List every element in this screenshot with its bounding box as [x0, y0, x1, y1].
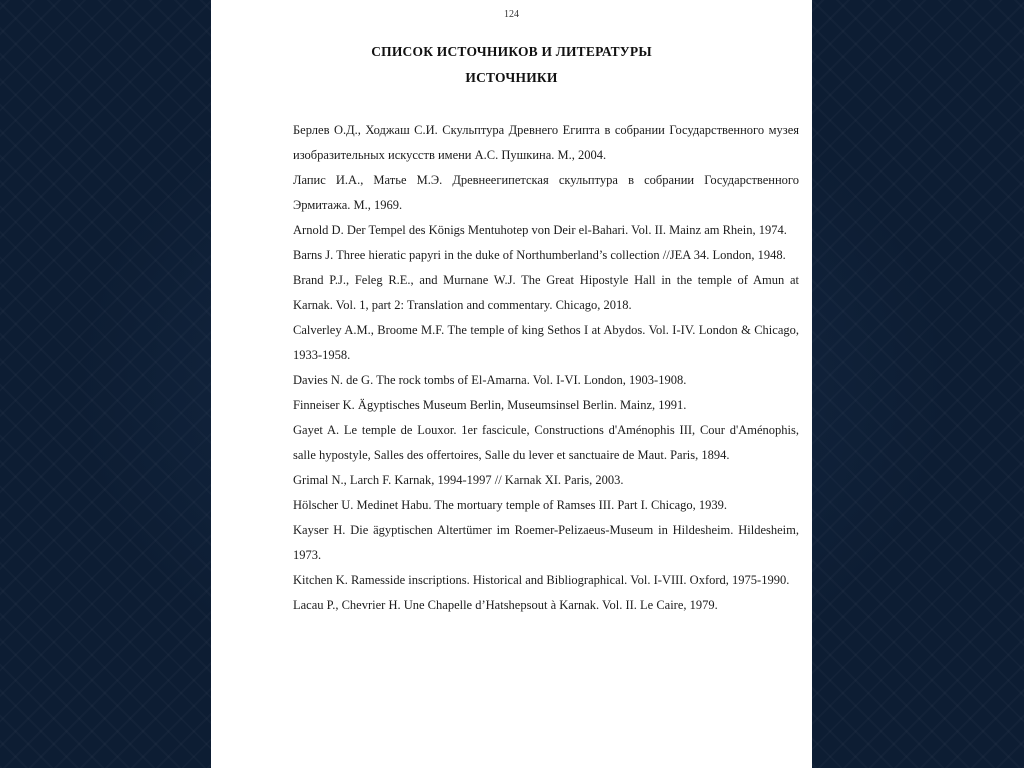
bibliography-list	[293, 118, 799, 618]
document-page	[211, 0, 812, 768]
bibliography-entry: Davies N. de G. The rock tombs of El-Amarna. Vol. I-VI. London, 1903-1908.	[293, 373, 687, 387]
bibliography-entry: Arnold D. Der Tempel des Königs Mentuhotep von Deir el-Bahari. Vol. II. Mainz am Rhein, 1974.	[293, 223, 787, 237]
bibliography-entry: Grimal N., Larch F. Karnak, 1994-1997 // Karnak XI. Paris, 2003.	[293, 473, 624, 487]
bibliography-entry: Kitchen K. Ramesside inscriptions. Historical and Bibliographical. Vol. I-VIII. Oxford, 1975-1990.	[293, 573, 790, 587]
bibliography-entry: Barns J. Three hieratic papyri in the duke of Northumberland’s collection //JEA 34. London, 1948.	[293, 248, 786, 262]
bibliography-entry: Finneiser K. Ägyptisches Museum Berlin, Museumsinsel Berlin. Mainz, 1991.	[293, 398, 687, 412]
bibliography-entry: Kayser H. Die ägyptischen Altertümer im Roemer-Pelizaeus-Museum in Hildesheim. Hildesheim, 1973.	[293, 523, 799, 562]
bibliography-entry: Calverley A.M., Broome M.F. The temple of king Sethos I at Abydos. Vol. I-IV. London & Chicago, 1933-1958.	[293, 323, 799, 362]
bibliography-entry: Лапис И.А., Матье М.Э. Древнеегипетская скульптура в собрании Государственного Эрмитажа. М., 1969.	[293, 173, 799, 212]
section-title: ИСТОЧНИКИ	[465, 70, 558, 85]
page-number: 124	[504, 9, 519, 20]
bibliography-entry: Hölscher U. Medinet Habu. The mortuary temple of Ramses III. Part I. Chicago, 1939.	[293, 498, 728, 512]
bibliography-entry: Lacau P., Chevrier H. Une Chapelle d’Hatshepsout à Karnak. Vol. II. Le Caire, 1979.	[293, 598, 718, 612]
bibliography-entry: Берлев О.Д., Ходжаш С.И. Скульптура Древнего Египта в собрании Государственного музея изобразительных искусств имени А.С. Пушкина. М., 2004.	[293, 123, 799, 162]
bibliography-entry: Gayet A. Le temple de Louxor. 1er fascicule, Constructions d'Aménophis III, Cour d'Aménophis, salle hypostyle, Salles des offertoires, Salle du lever et sanctuaire de Maut. Paris, 1894.	[293, 423, 799, 462]
bibliography-entry: Brand P.J., Feleg R.E., and Murnane W.J. The Great Hipostyle Hall in the temple of Amun at Karnak. Vol. 1, part 2: Translation and commentary. Chicago, 2018.	[293, 273, 799, 312]
page-title: СПИСОК ИСТОЧНИКОВ И ЛИТЕРАТУРЫ	[371, 44, 652, 59]
